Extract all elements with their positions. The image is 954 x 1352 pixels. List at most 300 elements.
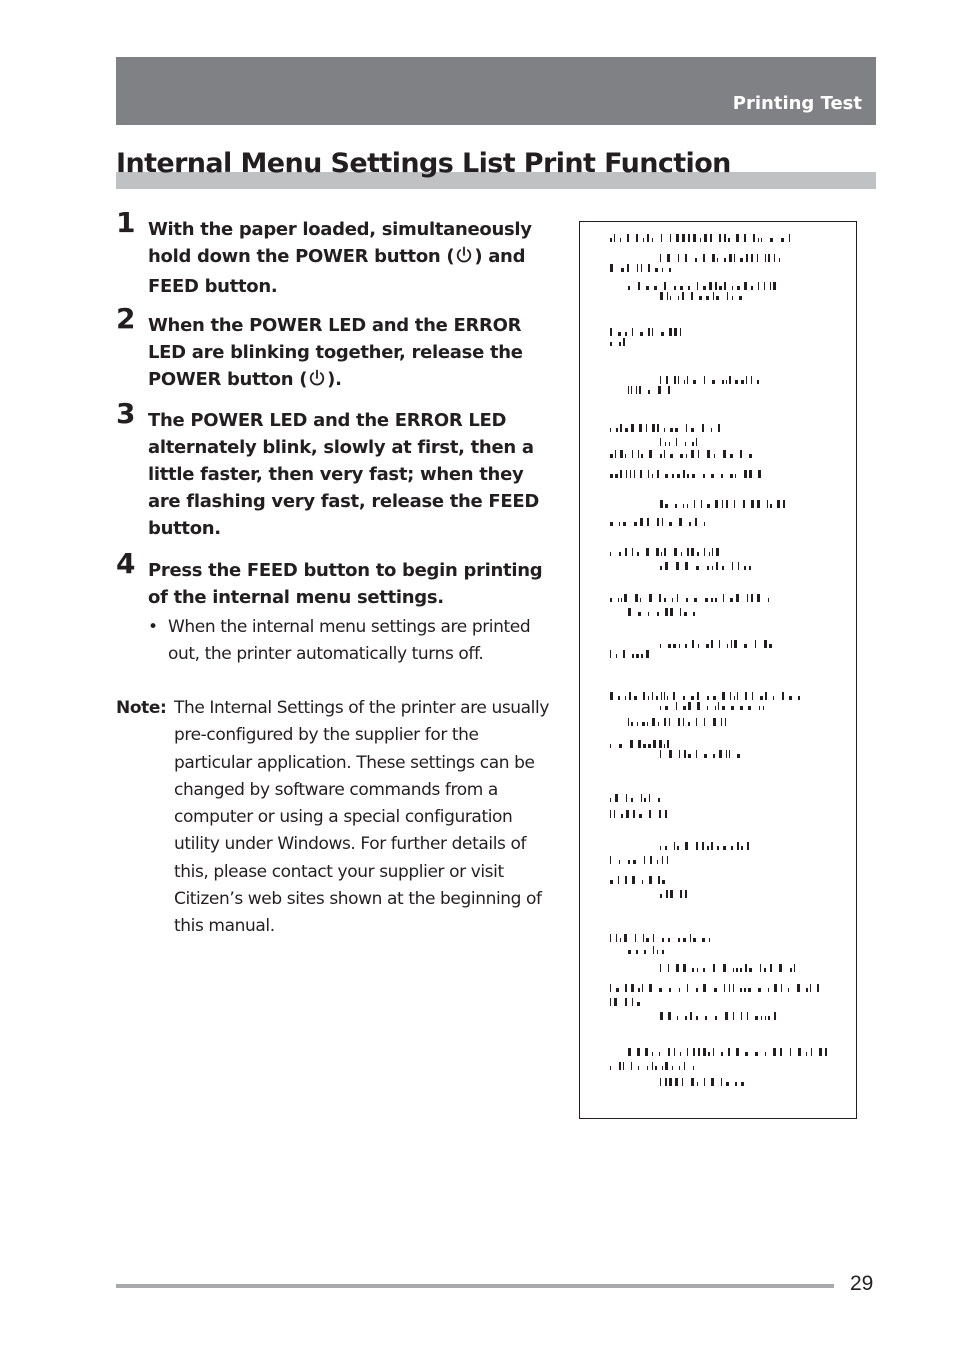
printout-dot bbox=[647, 518, 649, 526]
printout-dot bbox=[696, 566, 699, 570]
printout-dot bbox=[662, 950, 664, 954]
printout-dot bbox=[719, 286, 722, 290]
printout-dot bbox=[693, 938, 696, 942]
printout-dot bbox=[660, 846, 661, 850]
printout-dot bbox=[639, 386, 641, 394]
printout-dot bbox=[678, 254, 679, 262]
printout-dot bbox=[684, 750, 686, 758]
printout-dot bbox=[623, 338, 625, 346]
printout-dot bbox=[685, 442, 686, 446]
printout-dot bbox=[709, 552, 710, 556]
printout-dot bbox=[718, 702, 719, 710]
printout-dot bbox=[736, 594, 739, 602]
printout-dot bbox=[692, 640, 694, 648]
printout-dot bbox=[712, 254, 715, 262]
printout-dot bbox=[632, 654, 634, 658]
printout-dot bbox=[625, 998, 627, 1006]
printout-dot bbox=[711, 842, 713, 850]
printout-dot bbox=[616, 934, 617, 942]
printout-dot bbox=[649, 794, 650, 802]
printout-dot bbox=[653, 740, 656, 748]
printout-dot bbox=[768, 988, 769, 992]
printout-dot bbox=[749, 454, 752, 458]
printout-dot bbox=[743, 500, 745, 508]
printout-dot bbox=[664, 548, 666, 556]
printout-dot bbox=[664, 450, 665, 458]
printout-dot bbox=[755, 1016, 758, 1020]
printout-dot bbox=[751, 376, 752, 384]
printout-dot bbox=[735, 1082, 737, 1086]
printout-dot bbox=[751, 254, 753, 262]
printout-dot bbox=[751, 594, 753, 602]
printout-dot bbox=[643, 744, 646, 748]
printout-dot bbox=[632, 328, 633, 336]
step-text-part: ). bbox=[327, 369, 342, 390]
printout-dot bbox=[705, 1016, 707, 1020]
printout-dot bbox=[712, 548, 713, 556]
printout-dot bbox=[697, 692, 699, 700]
step-3 bbox=[116, 397, 556, 542]
printout-dot bbox=[687, 504, 688, 508]
printout-dot bbox=[633, 810, 635, 818]
printout-dot bbox=[696, 750, 697, 758]
printout-dot bbox=[685, 842, 688, 850]
printout-dot bbox=[642, 984, 643, 992]
printout-dot bbox=[730, 598, 733, 602]
printout-dot bbox=[674, 328, 677, 336]
printout-dot bbox=[735, 474, 736, 478]
printout-dot bbox=[693, 612, 695, 616]
printout-dot bbox=[703, 474, 705, 478]
printout-dot bbox=[734, 696, 735, 700]
printout-dot bbox=[653, 946, 654, 954]
printout-dot bbox=[674, 376, 676, 384]
printout-dot bbox=[737, 842, 739, 850]
note-block bbox=[116, 695, 556, 941]
printout-dot bbox=[693, 1066, 694, 1070]
printout-dot bbox=[703, 984, 706, 992]
printout-dot bbox=[780, 1048, 782, 1056]
printout-dot bbox=[757, 254, 758, 262]
printout-dot bbox=[649, 810, 651, 818]
printout-dot bbox=[675, 504, 677, 508]
printout-dot bbox=[693, 1048, 695, 1056]
printout-dot bbox=[788, 988, 789, 992]
printout-dot bbox=[638, 612, 641, 616]
printout-dot bbox=[697, 702, 700, 710]
printout-dot bbox=[657, 612, 659, 616]
printout-dot bbox=[652, 474, 653, 478]
printout-dot bbox=[665, 504, 668, 508]
printout-dot bbox=[747, 1012, 748, 1020]
printout-dot bbox=[631, 386, 632, 394]
printout-dot bbox=[752, 692, 753, 700]
printout-dot bbox=[649, 876, 652, 884]
printout-dot bbox=[722, 566, 724, 570]
printout-dot bbox=[713, 964, 715, 972]
printout-dot bbox=[692, 442, 694, 446]
printout-dot bbox=[661, 692, 662, 700]
printout-dot bbox=[672, 1066, 673, 1070]
printout-dot bbox=[685, 1016, 687, 1020]
printout-dot bbox=[632, 548, 633, 556]
printout-dot bbox=[724, 258, 726, 262]
printout-dot bbox=[658, 386, 661, 394]
step-text: Press the FEED button to begin printing of the internal menu settings. bbox=[148, 560, 543, 608]
printout-dot bbox=[730, 474, 733, 478]
printout-dot bbox=[735, 380, 738, 384]
printout-dot bbox=[670, 454, 673, 458]
printout-dot bbox=[691, 548, 694, 556]
printout-dot bbox=[641, 794, 642, 802]
printout-dot bbox=[634, 470, 635, 478]
printout-dot bbox=[660, 706, 661, 710]
printout-dot bbox=[697, 552, 699, 556]
printout-dot bbox=[632, 450, 633, 458]
printout-dot bbox=[734, 640, 737, 648]
printout-dot bbox=[670, 296, 671, 300]
printout-dot bbox=[659, 740, 662, 748]
printout-dot bbox=[683, 964, 686, 972]
printout-dot bbox=[625, 454, 626, 458]
printout-dot bbox=[725, 1012, 728, 1020]
printout-dot bbox=[665, 562, 668, 570]
printout-dot bbox=[667, 696, 668, 700]
printout-dot bbox=[757, 594, 760, 602]
printout-dot bbox=[623, 522, 626, 526]
printout-dot bbox=[646, 548, 649, 556]
printout-dot bbox=[660, 750, 661, 758]
printout-dot bbox=[710, 234, 712, 242]
printout-dot bbox=[659, 594, 661, 602]
printout-dot bbox=[626, 470, 627, 478]
printout-dot bbox=[658, 798, 660, 802]
printout-dot bbox=[625, 984, 627, 992]
step-text: The POWER LED and the ERROR LED alternately blink, slowly at first, then a little faster, then very fast; when they are flashing very fast, release the FEED button. bbox=[148, 410, 540, 539]
printout-dot bbox=[660, 376, 661, 384]
printout-dot bbox=[644, 798, 646, 802]
printout-dot bbox=[746, 376, 747, 384]
printout-dot bbox=[626, 810, 629, 818]
printout-dot bbox=[688, 702, 691, 710]
printout-dot bbox=[688, 286, 690, 290]
printout-dot bbox=[670, 428, 673, 432]
printout-dot bbox=[707, 706, 708, 710]
printout-dot bbox=[680, 328, 681, 336]
printout-dot bbox=[751, 286, 753, 290]
printout-dot bbox=[683, 696, 685, 700]
printout-dot bbox=[620, 938, 621, 942]
printout-dot bbox=[691, 450, 694, 458]
printout-dot bbox=[732, 286, 733, 290]
printout-dot bbox=[610, 692, 613, 700]
printout-dot bbox=[753, 234, 755, 242]
step-number: 1 bbox=[116, 206, 136, 239]
printout-dot bbox=[639, 814, 642, 818]
printout-dot bbox=[768, 598, 769, 602]
printout-dot bbox=[625, 548, 627, 556]
printout-dot bbox=[619, 744, 622, 748]
printout-dot bbox=[610, 1066, 611, 1070]
printout-dot bbox=[749, 566, 751, 570]
printout-dot bbox=[702, 842, 704, 850]
printout-dot bbox=[704, 754, 707, 758]
printout-dot bbox=[719, 640, 720, 648]
printout-dot bbox=[637, 1048, 640, 1056]
printout-dot bbox=[628, 950, 631, 954]
printout-dot bbox=[652, 692, 653, 700]
printout-dot bbox=[777, 500, 780, 508]
printout-dot bbox=[687, 548, 689, 556]
printout-dot bbox=[764, 640, 767, 648]
printout-dot bbox=[655, 1066, 657, 1070]
printout-dot bbox=[704, 376, 705, 384]
printout-dot bbox=[759, 706, 760, 710]
printout-dot bbox=[625, 876, 627, 884]
printout-dot bbox=[755, 640, 756, 648]
printout-dot bbox=[713, 754, 715, 758]
printout-dot bbox=[668, 1048, 670, 1056]
printout-dot bbox=[654, 286, 657, 290]
printout-dot bbox=[773, 282, 776, 290]
note-label: Note: bbox=[116, 698, 167, 718]
printout-dot bbox=[722, 692, 725, 700]
printout-dot bbox=[618, 598, 619, 602]
printout-dot bbox=[692, 474, 695, 478]
printout-dot bbox=[690, 934, 691, 942]
printout-dot bbox=[758, 470, 761, 478]
printout-dot bbox=[734, 500, 735, 508]
printout-dot bbox=[629, 692, 631, 700]
printout-dot bbox=[737, 754, 740, 758]
printout-dot bbox=[679, 1066, 680, 1070]
printout-dot bbox=[675, 1078, 678, 1086]
note-text: The Internal Settings of the printer are usually pre-configured by the supplier for the particular application. These settings can be changed by software commands from a computer or using a special configuration utility under Windows. For further details of this, please contact your supplier or visit Citizen’s web sites shown at the beginning of this manual. bbox=[174, 698, 549, 937]
printout-dot bbox=[616, 654, 617, 658]
printout-dot bbox=[696, 1016, 698, 1020]
printout-dot bbox=[711, 474, 714, 478]
power-icon bbox=[307, 368, 327, 396]
printout-dot bbox=[716, 562, 718, 570]
printout-dot bbox=[632, 998, 633, 1006]
printout-dot bbox=[691, 292, 693, 300]
printout-dot bbox=[653, 934, 654, 942]
printout-dot bbox=[713, 1048, 714, 1056]
printout-dot bbox=[711, 640, 713, 648]
printout-dot bbox=[673, 692, 675, 700]
printout-dot bbox=[745, 964, 747, 972]
printout-dot bbox=[704, 522, 705, 526]
printout-dot bbox=[728, 238, 730, 242]
printout-dot bbox=[688, 754, 691, 758]
printout-dot bbox=[704, 548, 705, 556]
printout-dot bbox=[729, 254, 732, 262]
printout-dot bbox=[677, 1016, 678, 1020]
printout-dot bbox=[707, 450, 710, 458]
printout-dot bbox=[678, 296, 679, 300]
printout-dot bbox=[783, 500, 785, 508]
printout-dot bbox=[655, 268, 658, 272]
printout-dot bbox=[620, 424, 622, 432]
printout-dot bbox=[790, 968, 792, 972]
printout-dot bbox=[610, 342, 612, 346]
printout-dot bbox=[667, 740, 669, 748]
printout-dot bbox=[722, 380, 724, 384]
printout-dot bbox=[669, 522, 672, 526]
printout-dot bbox=[648, 612, 649, 616]
printout-dot bbox=[740, 258, 743, 262]
printout-dot bbox=[648, 744, 651, 748]
printout-dot bbox=[694, 500, 695, 508]
printout-dot bbox=[659, 1052, 660, 1056]
printout-dot bbox=[677, 846, 679, 850]
printout-dot bbox=[682, 1078, 683, 1086]
printout-dot bbox=[676, 562, 679, 570]
printout-dot bbox=[733, 968, 734, 972]
printout-dot bbox=[798, 696, 800, 700]
printout-dot bbox=[647, 234, 649, 242]
printout-dot bbox=[729, 984, 730, 992]
printout-dot bbox=[768, 254, 770, 262]
printout-dot bbox=[741, 846, 743, 850]
printout-dot bbox=[723, 964, 726, 972]
printout-dot bbox=[811, 1048, 812, 1056]
printout-dot bbox=[628, 286, 630, 290]
printout-dot bbox=[686, 424, 687, 432]
printout-dot bbox=[717, 258, 718, 262]
printout-dot bbox=[621, 268, 624, 272]
printout-dot bbox=[721, 474, 723, 478]
printout-dot bbox=[715, 706, 716, 710]
printout-dot bbox=[713, 696, 716, 700]
printout-dot bbox=[656, 696, 658, 700]
printout-dot bbox=[665, 1078, 667, 1086]
printout-dot bbox=[657, 424, 659, 432]
printout-dot bbox=[660, 964, 661, 972]
printout-dot bbox=[761, 1016, 762, 1020]
printout-dot bbox=[773, 696, 774, 700]
printout-dot bbox=[680, 890, 682, 898]
printout-dot bbox=[680, 1052, 681, 1056]
printout-dot bbox=[711, 428, 712, 432]
printout-dot bbox=[797, 984, 800, 992]
printout-dot bbox=[682, 292, 684, 300]
printout-dot bbox=[749, 470, 752, 478]
printout-dot bbox=[727, 292, 728, 300]
printout-dot bbox=[628, 608, 631, 616]
printout-dot bbox=[729, 376, 731, 384]
printout-dot bbox=[684, 612, 687, 616]
printout-dot bbox=[731, 846, 733, 850]
printout-dot bbox=[770, 282, 771, 290]
printout-dot bbox=[674, 842, 675, 850]
printout-dot bbox=[676, 702, 677, 710]
printout-dot bbox=[726, 1082, 729, 1086]
printout-dot bbox=[736, 234, 739, 242]
printout-dot bbox=[680, 454, 683, 458]
printout-dot bbox=[669, 750, 672, 758]
step-text-part: With the paper loaded, simultaneously hold down the POWER button ( bbox=[148, 219, 532, 267]
step-text bbox=[148, 216, 556, 300]
printout-dot bbox=[678, 938, 680, 942]
printout-dot bbox=[669, 268, 671, 272]
step-number: 3 bbox=[116, 397, 136, 430]
printout-dot bbox=[620, 470, 622, 478]
printout-dot bbox=[610, 474, 613, 478]
printout-dot bbox=[680, 286, 683, 290]
printout-dot bbox=[678, 376, 679, 384]
printout-dot bbox=[616, 428, 618, 432]
printout-dot bbox=[722, 706, 725, 710]
printout-dot bbox=[610, 264, 613, 272]
printout-dot bbox=[642, 722, 645, 726]
printout-dot bbox=[684, 1062, 685, 1070]
printout-dot bbox=[670, 608, 673, 616]
printout-dot bbox=[670, 890, 673, 898]
printout-dot bbox=[648, 328, 650, 336]
printout-dot bbox=[625, 428, 628, 432]
printout-dot bbox=[764, 968, 766, 972]
printout-dot bbox=[610, 238, 612, 242]
printout-dot bbox=[737, 692, 738, 700]
footer-rule bbox=[116, 1284, 834, 1288]
printout-dot bbox=[666, 890, 668, 898]
printout-dot bbox=[692, 968, 694, 972]
printout-dot bbox=[648, 470, 649, 478]
printout-dot bbox=[723, 450, 726, 458]
printout-dot bbox=[648, 264, 650, 272]
printout-dot bbox=[648, 390, 650, 394]
printout-dot bbox=[664, 744, 665, 748]
printout-dot bbox=[744, 988, 746, 992]
printout-dot bbox=[810, 984, 811, 992]
printout-dot bbox=[614, 810, 615, 818]
printout-dot bbox=[738, 562, 739, 570]
printout-dot bbox=[619, 860, 620, 864]
printout-dot bbox=[693, 234, 696, 242]
settings-printout-image bbox=[579, 221, 857, 1119]
printout-dot bbox=[638, 740, 641, 748]
printout-dot bbox=[660, 254, 661, 262]
printout-dot bbox=[728, 1048, 730, 1056]
printout-dot bbox=[649, 450, 652, 458]
printout-dot bbox=[757, 500, 760, 508]
printout-dot bbox=[767, 500, 768, 508]
printout-dot bbox=[744, 566, 746, 570]
printout-dot bbox=[685, 644, 687, 648]
printout-dot bbox=[727, 644, 728, 648]
printout-dot bbox=[664, 598, 666, 602]
printout-dot bbox=[625, 332, 627, 336]
printout-dot bbox=[610, 856, 611, 864]
printout-dot bbox=[657, 518, 659, 526]
printout-dot bbox=[660, 454, 662, 458]
section-header-bar bbox=[116, 57, 876, 125]
printout-dot bbox=[713, 718, 716, 726]
printout-dot bbox=[683, 504, 684, 508]
printout-dot bbox=[621, 598, 622, 602]
printout-dot bbox=[674, 548, 677, 556]
printout-dot bbox=[610, 650, 611, 658]
printout-dot bbox=[640, 518, 643, 526]
printout-dot bbox=[715, 598, 717, 602]
printout-dot bbox=[687, 984, 688, 992]
printout-dot bbox=[684, 380, 685, 384]
printout-dot bbox=[637, 1002, 640, 1006]
printout-dot bbox=[619, 552, 621, 556]
printout-dot bbox=[662, 856, 663, 864]
printout-dot bbox=[646, 424, 647, 432]
